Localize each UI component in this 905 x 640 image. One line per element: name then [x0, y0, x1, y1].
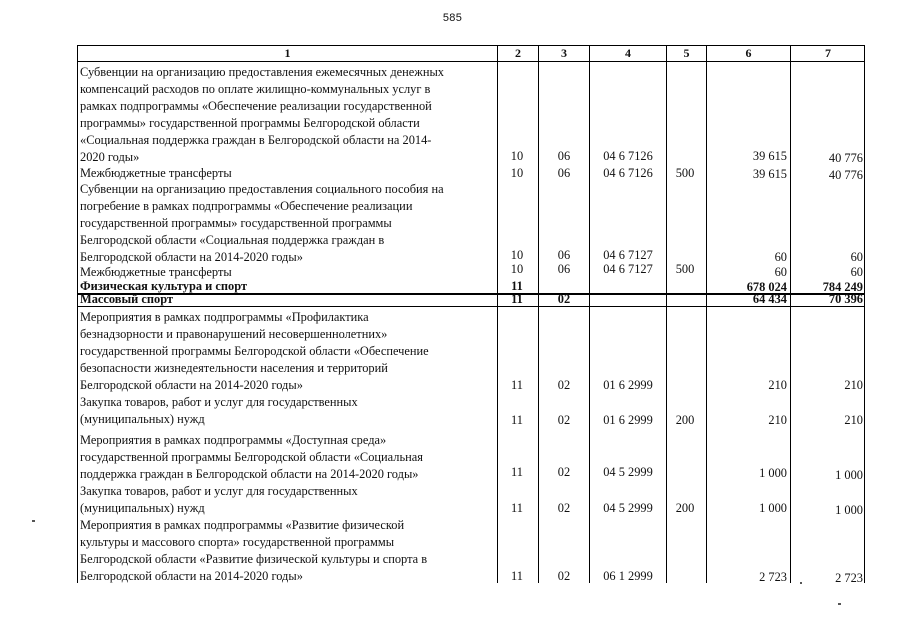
cell-section: 11 [511, 501, 523, 515]
cell-amount-col7: 2 723 [835, 571, 863, 585]
cell-amount-col7: 40 776 [828, 168, 863, 182]
cell-amount-col7: 1 000 [835, 503, 863, 517]
cell-subsection: 02 [557, 292, 571, 306]
header-cell: 6 [745, 46, 752, 60]
cell-section: 10 [510, 248, 524, 262]
page-number: 585 [442, 12, 463, 24]
header-cell: 4 [625, 46, 631, 60]
cell-expense-type: 200 [675, 413, 695, 427]
cell-amount-col6: 1 000 [759, 466, 787, 480]
cell-target-article: 04 6 7126 [603, 166, 653, 180]
cell-amount-col7: 210 [844, 378, 863, 392]
cell-amount-col6: 39 615 [752, 149, 787, 163]
cell-section: 11 [511, 378, 523, 392]
cell-expense-type: 500 [675, 166, 695, 180]
row-description: Мероприятия в рамках подпрограммы «Доступная среда» государственной программы Белгородской области «Социальная поддержка граждан в Белгородской области на 2014-2020 годы» [80, 433, 423, 481]
cell-section: 11 [511, 569, 523, 583]
cell-target-article: 04 5 2999 [603, 501, 653, 515]
cell-section: 10 [510, 149, 524, 163]
cell-subsection: 06 [557, 262, 571, 276]
cell-amount-col6: 1 000 [759, 501, 787, 515]
row-description: Межбюджетные трансферты [80, 166, 232, 180]
column-divider [589, 45, 590, 583]
header-cell: 3 [561, 46, 567, 60]
cell-amount-col7: 60 [850, 250, 863, 264]
cell-expense-type: 500 [675, 262, 695, 276]
cell-amount-col7: 210 [844, 413, 863, 427]
row-description: Физическая культура и спорт [80, 279, 248, 293]
cell-amount-col6: 64 434 [752, 292, 787, 306]
cell-amount-col6: 210 [768, 413, 787, 427]
row-description: Мероприятия в рамках подпрограммы «Развитие физической культуры и массового спорта» государственной программы Белгородской области «Развитие физической культуры и спорта в Белгородской области на 2014-2020 годы» [80, 518, 428, 583]
cell-target-article: 04 6 7127 [603, 262, 653, 276]
cell-target-article: 04 6 7126 [603, 149, 653, 163]
header-cell: 1 [284, 46, 291, 60]
cell-subsection: 02 [557, 569, 571, 583]
cell-section: 11 [511, 413, 523, 427]
row-description: Мероприятия в рамках подпрограммы «Профилактика безнадзорности и правонарушений несовершеннолетних» государственной программы Белгородской области «Обеспечение безопасности жизнедеятельности населения и территорий Белгородской области на 2014-2020 годы» [80, 310, 429, 392]
cell-amount-col7: 40 776 [828, 151, 863, 165]
cell-amount-col6: 210 [768, 378, 787, 392]
cell-subsection: 06 [557, 248, 571, 262]
cell-amount-col6: 678 024 [746, 280, 787, 294]
cell-amount-col7: 784 249 [822, 280, 863, 294]
cell-target-article: 04 5 2999 [603, 465, 653, 479]
scan-speck [838, 603, 841, 605]
header-divider [77, 61, 865, 62]
cell-target-article: 06 1 2999 [603, 569, 653, 583]
cell-subsection: 02 [557, 501, 571, 515]
cell-amount-col7: 1 000 [835, 468, 863, 482]
row-description: Закупка товаров, работ и услуг для государственных (муниципальных) нужд [80, 484, 358, 515]
cell-subsection: 02 [557, 465, 571, 479]
row-description: Межбюджетные трансферты [80, 265, 232, 279]
row-description: Массовый спорт [80, 292, 174, 306]
cell-section: 10 [510, 262, 524, 276]
cell-amount-col6: 2 723 [759, 570, 787, 584]
cell-amount-col6: 60 [774, 265, 787, 279]
cell-expense-type: 200 [675, 501, 695, 515]
cell-subsection: 06 [557, 166, 571, 180]
column-divider [538, 45, 539, 583]
scan-speck [800, 582, 802, 584]
cell-amount-col7: 70 396 [828, 292, 863, 306]
cell-amount-col6: 39 615 [752, 167, 787, 181]
cell-section: 11 [511, 465, 523, 479]
column-divider [790, 45, 791, 583]
cell-target-article: 01 6 2999 [603, 413, 653, 427]
row-description: Субвенции на организацию предоставления ежемесячных денежных компенсаций расходов по оплате жилищно-коммунальных услуг в рамках подпрограммы «Обеспечение реализации государственной программы» государственной программы Белгородской области «Социальная поддержка граждан в Белгородской области на 2014- 2020 годы» [80, 65, 444, 164]
column-divider [706, 45, 707, 583]
cell-target-article: 04 6 7127 [603, 248, 653, 262]
cell-section: 11 [511, 292, 523, 306]
cell-target-article: 01 6 2999 [603, 378, 653, 392]
row-description: Закупка товаров, работ и услуг для государственных (муниципальных) нужд [80, 395, 358, 426]
cell-section: 10 [510, 166, 524, 180]
header-cell: 5 [683, 46, 690, 60]
header-cell: 7 [825, 46, 831, 60]
cell-section: 11 [511, 279, 523, 293]
column-divider [666, 45, 667, 583]
cell-subsection: 02 [557, 413, 571, 427]
row-description: Субвенции на организацию предоставления социального пособия на погребение в рамках подпрограммы «Обеспечение реализации государственной программы» государственной программы Белгородской области «Социальная поддержка граждан в Белгородской области на 2014-2020 годы» [80, 182, 444, 264]
cell-amount-col7: 60 [850, 265, 863, 279]
header-cell: 2 [515, 46, 521, 60]
cell-amount-col6: 60 [774, 250, 787, 264]
cell-subsection: 02 [557, 378, 571, 392]
cell-subsection: 06 [557, 149, 571, 163]
scan-speck [32, 520, 35, 522]
